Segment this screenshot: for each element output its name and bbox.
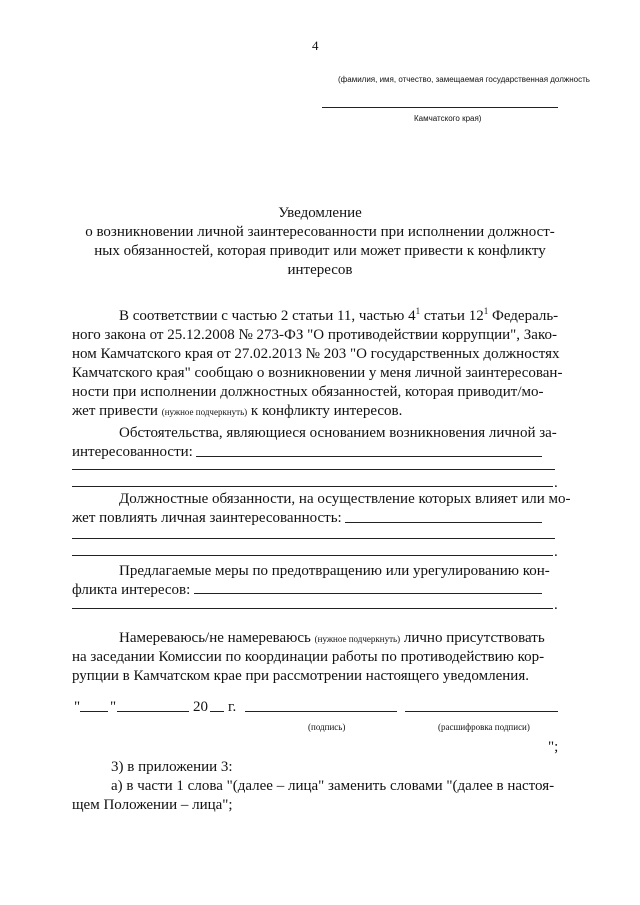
intro-text-a: В соответствии с частью 2 статьи 11, частью 4 xyxy=(119,308,416,324)
date-quote-close: " xyxy=(110,699,117,715)
section3-blank-1[interactable] xyxy=(194,593,542,594)
header-caption-bottom: Камчатского края) xyxy=(414,114,482,123)
intro-line-6 xyxy=(72,401,402,422)
section2-blank-2[interactable] xyxy=(72,538,555,539)
date-day-field[interactable] xyxy=(80,711,108,712)
intro-text: к конфликту интересов. xyxy=(247,403,403,419)
section3-line-2: фликта интересов: xyxy=(72,582,191,598)
intro-line-5: ности при исполнении должностных обязанностей, которая приводит/мо- xyxy=(72,384,544,400)
amendment-item-a-line-2: щем Положении – лица"; xyxy=(72,797,233,813)
section1-blank-1[interactable] xyxy=(196,456,542,457)
underline-hint: (нужное подчеркнуть) xyxy=(314,634,401,644)
intent-text: лично присутствовать xyxy=(400,630,545,646)
date-year-field[interactable] xyxy=(210,711,224,712)
intro-line-1 xyxy=(119,306,558,326)
signature-decode-field[interactable] xyxy=(405,711,558,712)
superscript: 1 xyxy=(483,306,489,316)
intro-text: жет привести xyxy=(72,403,162,419)
intro-line-4: Камчатского края" сообщаю о возникновении у меня личной заинтересован- xyxy=(72,365,563,381)
intent-line-3: рупции в Камчатском крае при рассмотрении настоящего уведомления. xyxy=(72,668,529,684)
section1-line-2: интересованности: xyxy=(72,444,193,460)
intent-line-1 xyxy=(119,628,545,649)
header-caption-top: (фамилия, имя, отчество, замещаемая государственная должность xyxy=(338,75,590,84)
section2-line-2: жет повлиять личная заинтересованность: xyxy=(72,510,342,526)
section1-line-1: Обстоятельства, являющиеся основанием возникновения личной за- xyxy=(119,425,557,441)
superscript: 1 xyxy=(415,306,421,316)
date-quote-open: " xyxy=(74,699,81,715)
section1-end-mark: . xyxy=(554,475,558,491)
date-year-prefix: 20 xyxy=(193,699,208,715)
section3-end-mark: . xyxy=(554,597,558,613)
date-year-suffix: г. xyxy=(228,699,237,715)
signature-decode-caption: (расшифровка подписи) xyxy=(438,722,530,732)
section3-line-1: Предлагаемые меры по предотвращению или урегулированию кон- xyxy=(119,563,550,579)
header-line xyxy=(322,107,558,108)
section1-blank-3[interactable] xyxy=(72,486,553,487)
document-title: Уведомление xyxy=(278,205,362,221)
intent-line-2: на заседании Комиссии по координации работы по противодействию кор- xyxy=(72,649,545,665)
date-month-field[interactable] xyxy=(117,711,189,712)
title-line-4: интересов xyxy=(287,262,353,278)
closing-quote-mark: "; xyxy=(548,739,559,755)
amendment-item-3: 3) в приложении 3: xyxy=(111,759,233,775)
page-number: 4 xyxy=(312,38,319,53)
intro-line-2: ного закона от 25.12.2008 № 273-ФЗ "О противодействии коррупции", Зако- xyxy=(72,327,557,343)
title-line-3: ных обязанностей, которая приводит или может привести к конфликту xyxy=(94,243,546,259)
signature-caption: (подпись) xyxy=(308,722,346,732)
section2-line-1: Должностные обязанности, на осуществление которых влияет или мо- xyxy=(119,491,571,507)
title-line-2: о возникновении личной заинтересованности при исполнении должност- xyxy=(85,224,555,240)
section2-blank-1[interactable] xyxy=(345,522,542,523)
section3-blank-2[interactable] xyxy=(72,608,553,609)
amendment-item-a-line-1: а) в части 1 слова "(далее – лица" заменить словами "(далее в настоя- xyxy=(111,778,555,794)
signature-field[interactable] xyxy=(245,711,397,712)
intro-text-c: Федераль- xyxy=(488,308,559,324)
section2-blank-3[interactable] xyxy=(72,555,553,556)
intent-text: Намереваюсь/не намереваюсь xyxy=(119,630,315,646)
section1-blank-2[interactable] xyxy=(72,469,555,470)
intro-text-b: статьи 12 xyxy=(420,308,484,324)
underline-hint: (нужное подчеркнуть) xyxy=(161,407,248,417)
intro-line-3: ном Камчатского края от 27.02.2013 № 203 "О государственных должностях xyxy=(72,346,560,362)
section2-end-mark: . xyxy=(554,544,558,560)
